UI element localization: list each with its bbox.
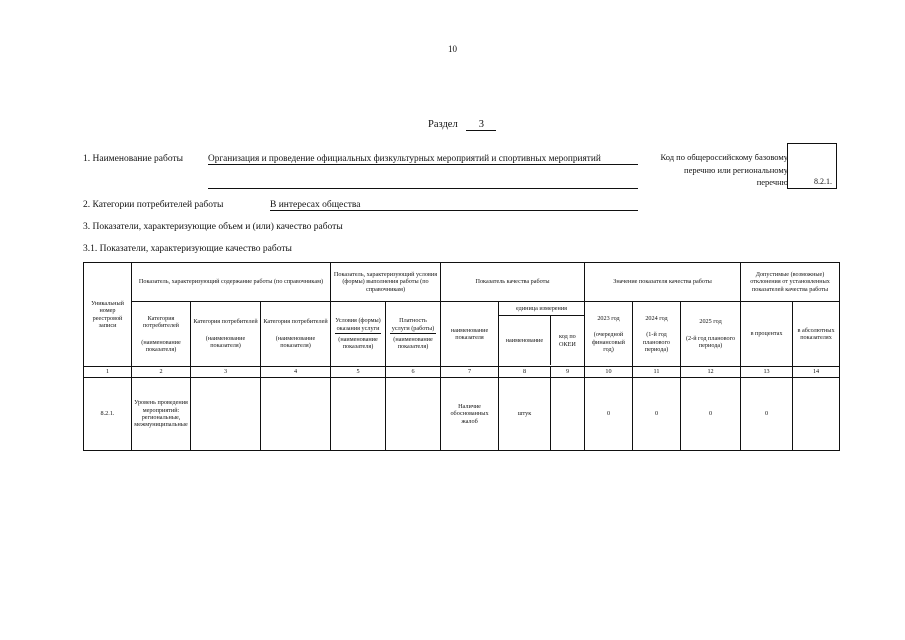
header-col-13: в процентах: [741, 302, 793, 367]
cell-indicator-name: Наличие обоснованных жалоб: [441, 378, 499, 451]
cell-consumer-category-2: [191, 378, 261, 451]
work-name-label: 1. Наименование работы: [83, 154, 184, 164]
header-col-8: наименование: [499, 316, 551, 365]
page-number: 10: [448, 44, 457, 54]
header-quality-indicator: Показатель качества работы: [441, 263, 585, 302]
header-col-12: [681, 302, 741, 367]
work-name-second-line: [208, 188, 638, 189]
header-col-5: [331, 302, 386, 367]
cell-consumer-category-3: [261, 378, 331, 451]
code-box: [787, 143, 837, 189]
index-cell: 10: [585, 367, 633, 378]
index-cell: 5: [331, 367, 386, 378]
indicators-heading: 3. Показатели, характеризующие объем и (или) качество работы: [83, 222, 343, 232]
consumers-value: В интересах общества: [270, 200, 638, 211]
header-col-10: [585, 302, 633, 367]
quality-heading: 3.1. Показатели, характеризующие качество работы: [83, 244, 292, 254]
cell-conditions: [331, 378, 386, 451]
cell-deviation-absolute: [793, 378, 840, 451]
code-label-line: Код по общероссийскому базовому: [660, 152, 788, 162]
cell-value-2024: 0: [633, 378, 681, 451]
section-label: Раздел: [428, 119, 458, 130]
header-content-indicator: Показатель, характеризующий содержание работы (по справочникам): [132, 263, 331, 302]
col-sub: (наименование показателя): [205, 334, 246, 350]
section-heading: [428, 119, 496, 131]
header-col-11: [633, 302, 681, 367]
header-unique-number: Уникальный номер реестровой записи: [84, 263, 132, 367]
col-sub: (наименование показателя): [393, 336, 433, 351]
index-cell: 11: [633, 367, 681, 378]
col-year: 2024 год: [645, 314, 668, 322]
index-cell: 3: [191, 367, 261, 378]
code-label-line: перечню или региональному: [684, 164, 788, 175]
header-conditions-indicator: Показатель, характеризующий условия (формы) выполнения работы (по справочникам): [331, 263, 441, 302]
header-col-7: наименование показателя: [441, 302, 499, 367]
col-sub: (2-й год планового периода): [685, 334, 736, 350]
header-allowed-deviation: Допустимые (возможные) отклонения от установленных показателей качества работы: [741, 263, 840, 302]
col-year: 2025 год: [699, 318, 722, 326]
col-sub: (наименование показателя): [141, 338, 181, 353]
col-title: Категория потребителей: [143, 314, 179, 330]
index-cell: 4: [261, 367, 331, 378]
quality-table: [83, 262, 840, 451]
section-number: 3: [466, 119, 496, 131]
header-quality-values: Значение показателя качества работы: [585, 263, 741, 302]
cell-value-2023: 0: [585, 378, 633, 451]
col-year: 2023 год: [597, 314, 620, 322]
col-sub: (1-й год планового периода): [643, 331, 671, 353]
index-cell: 13: [741, 367, 793, 378]
code-value: 8.2.1.: [814, 177, 832, 186]
code-label: [618, 151, 788, 189]
index-cell: 14: [793, 367, 840, 378]
header-col-6: [386, 302, 441, 367]
col-sub: (наименование показателя): [275, 334, 316, 350]
code-label-line: перечню: [756, 177, 788, 187]
header-unit-group: [499, 302, 585, 367]
index-cell: 8: [499, 367, 551, 378]
work-name-value: Организация и проведение официальных физкультурных мероприятий и спортивных мероприятий: [208, 154, 638, 165]
index-cell: 2: [132, 367, 191, 378]
header-col-14: в абсолютных показателях: [793, 302, 840, 367]
index-cell: 12: [681, 367, 741, 378]
consumers-label: 2. Категории потребителей работы: [83, 200, 224, 210]
cell-unit-name: штук: [499, 378, 551, 451]
index-cell: 7: [441, 367, 499, 378]
col-title: Категория потребителей: [193, 318, 258, 326]
cell-consumer-category: Уровень проведения мероприятий: региональные, межмуниципальные: [132, 378, 191, 451]
cell-value-2025: 0: [681, 378, 741, 451]
index-cell: 1: [84, 367, 132, 378]
index-cell: 9: [551, 367, 585, 378]
table-row: [84, 378, 840, 451]
header-col-4: [261, 302, 331, 367]
cell-okei-code: [551, 378, 585, 451]
col-title: Условия (формы) оказания услуги: [335, 317, 381, 334]
cell-payment: [386, 378, 441, 451]
header-col-9: код по ОКЕИ: [558, 333, 576, 348]
cell-deviation-percent: 0: [741, 378, 793, 451]
col-title: Платность услуги (работы): [390, 317, 436, 334]
cell-registry-number: 8.2.1.: [84, 378, 132, 451]
col-title: Категория потребителей: [263, 318, 328, 326]
index-cell: 6: [386, 367, 441, 378]
header-col-2: [132, 302, 191, 367]
col-sub: (очередной финансовый год): [592, 331, 625, 353]
header-unit: единица измерения: [499, 303, 584, 316]
header-col-3: [191, 302, 261, 367]
col-sub: (наименование показателя): [338, 336, 378, 351]
